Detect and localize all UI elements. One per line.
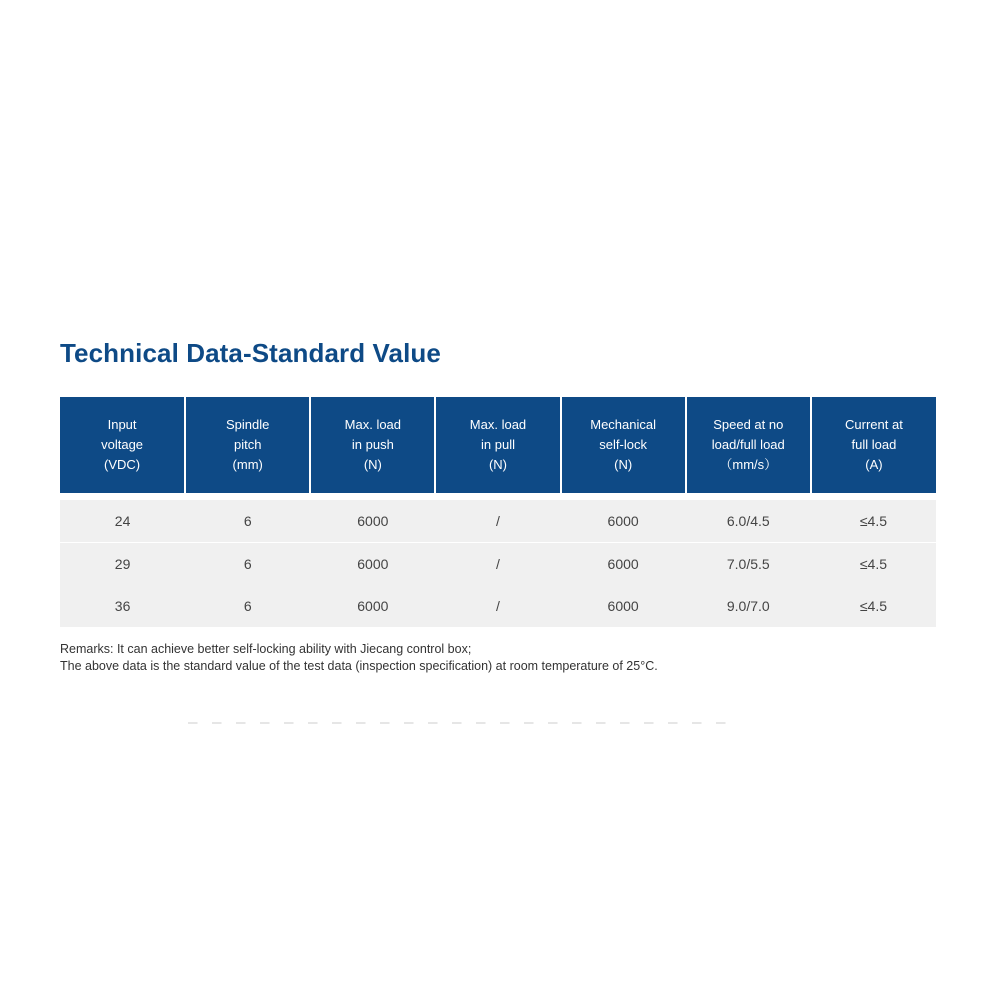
header-current xyxy=(811,397,936,493)
header-line: Max. load xyxy=(344,417,402,432)
cell-current: ≤4.5 xyxy=(811,543,936,586)
cell-self-lock: 6000 xyxy=(561,500,686,543)
cell-pitch: 6 xyxy=(185,543,310,586)
remarks xyxy=(60,641,658,675)
header-line: load/full load xyxy=(711,437,785,452)
header-line: （mm/s） xyxy=(719,457,778,472)
header-speed xyxy=(686,397,811,493)
table-spacer xyxy=(60,493,936,500)
header-max-load-pull xyxy=(435,397,560,493)
table-header-row xyxy=(60,397,936,493)
header-line: Max. load xyxy=(469,417,527,432)
cell-pull: / xyxy=(435,585,560,627)
header-line: Current at xyxy=(845,417,903,432)
cell-voltage: 29 xyxy=(60,543,185,586)
header-line: self-lock xyxy=(599,437,647,452)
remarks-line: The above data is the standard value of the test data (inspection specification) at room temperature of 25°C. xyxy=(60,659,658,673)
cell-voltage: 24 xyxy=(60,500,185,543)
section-title: Technical Data-Standard Value xyxy=(60,338,441,368)
header-line: (N) xyxy=(488,457,508,472)
table-row xyxy=(60,500,936,543)
header-max-load-push xyxy=(310,397,435,493)
header-line: (mm) xyxy=(232,457,263,472)
header-mechanical-self-lock xyxy=(561,397,686,493)
cell-self-lock: 6000 xyxy=(561,585,686,627)
cell-current: ≤4.5 xyxy=(811,500,936,543)
header-line: pitch xyxy=(233,437,262,452)
cell-current: ≤4.5 xyxy=(811,585,936,627)
faint-divider xyxy=(188,722,738,724)
cell-speed: 7.0/5.5 xyxy=(686,543,811,586)
cell-push: 6000 xyxy=(310,500,435,543)
cell-push: 6000 xyxy=(310,543,435,586)
cell-pull: / xyxy=(435,543,560,586)
header-line: voltage xyxy=(101,437,144,452)
header-line: Mechanical xyxy=(590,417,657,432)
table-row xyxy=(60,543,936,586)
cell-pitch: 6 xyxy=(185,500,310,543)
cell-pitch: 6 xyxy=(185,585,310,627)
header-line: (N) xyxy=(363,457,382,472)
header-line: Spindle xyxy=(226,417,270,432)
header-line: in pull xyxy=(481,437,515,452)
header-line: in push xyxy=(351,437,394,452)
spacer-cell xyxy=(60,493,936,500)
header-line: (A) xyxy=(865,457,883,472)
cell-voltage: 36 xyxy=(60,585,185,627)
cell-speed: 6.0/4.5 xyxy=(686,500,811,543)
technical-data-table xyxy=(60,397,936,627)
cell-push: 6000 xyxy=(310,585,435,627)
cell-self-lock: 6000 xyxy=(561,543,686,586)
header-spindle-pitch xyxy=(185,397,310,493)
header-input-voltage xyxy=(60,397,185,493)
header-line: Speed at no xyxy=(713,417,784,432)
table-row xyxy=(60,585,936,627)
header-line: Input xyxy=(107,417,137,432)
remarks-line: Remarks: It can achieve better self-locking ability with Jiecang control box; xyxy=(60,642,472,656)
header-line: (N) xyxy=(614,457,633,472)
cell-pull: / xyxy=(435,500,560,543)
header-line: (VDC) xyxy=(104,457,141,472)
cell-speed: 9.0/7.0 xyxy=(686,585,811,627)
header-line: full load xyxy=(851,437,897,452)
